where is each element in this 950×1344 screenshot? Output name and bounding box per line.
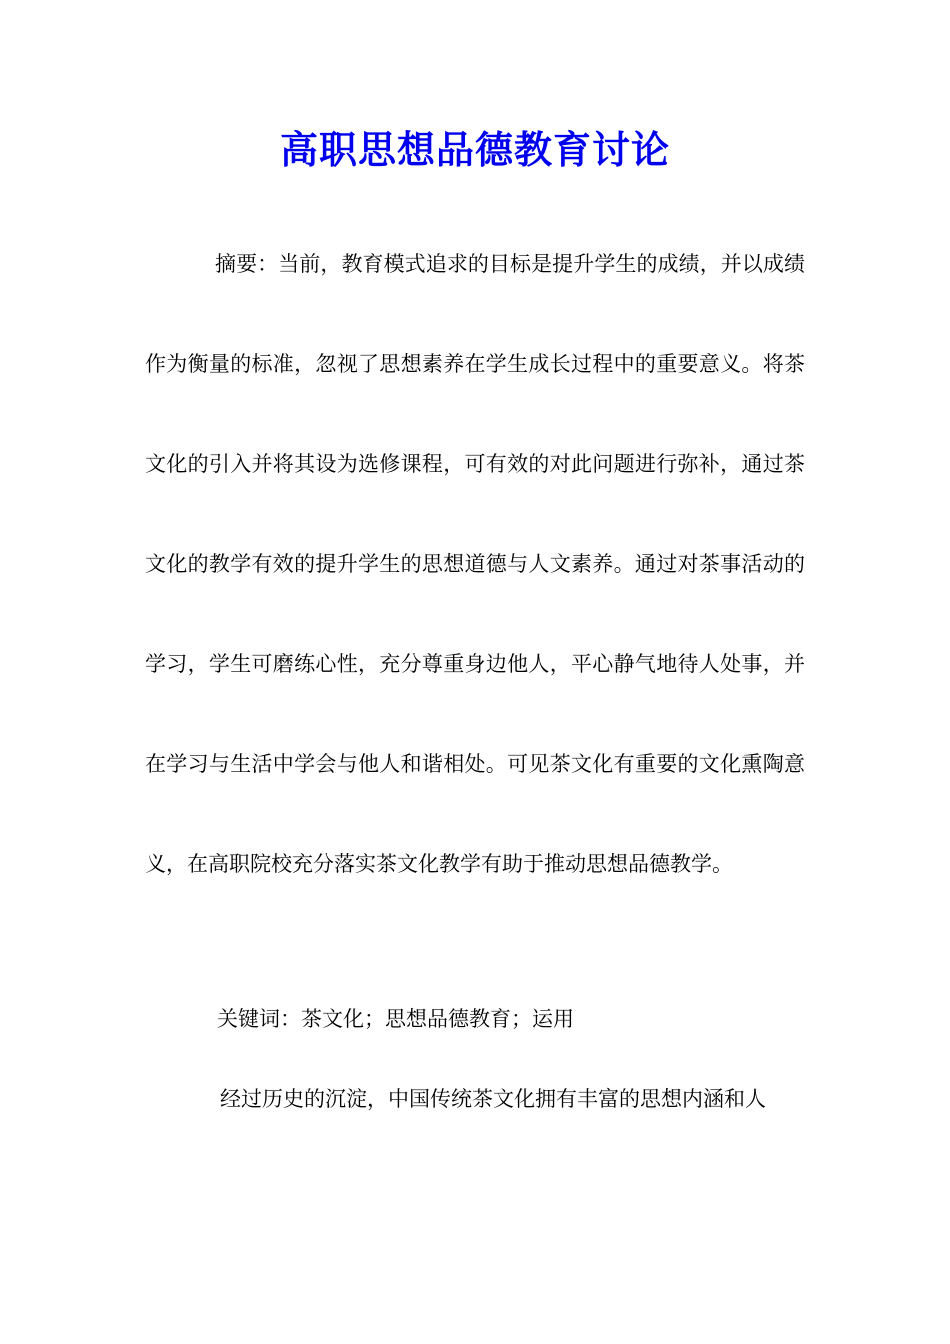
intro-paragraph: 经过历史的沉淀，中国传统茶文化拥有丰富的思想内涵和人 [220, 1087, 766, 1111]
keywords-line: 关键词：茶文化；思想品德教育；运用 [217, 1007, 574, 1031]
document-title: 高职思想品德教育讨论 [279, 127, 670, 172]
abstract-paragraph: 摘要：当前，教育模式追求的目标是提升学生的成绩，并以成绩作为衡量的标准，忽视了思想素养在学生成长过程中的重要意义。将茶文化的引入并将其设为选修课程，可有效的对此问题进行弥补，通过茶文化的教学有效的提升学生的思想道德与人文素养。通过对茶事活动的学习，学生可磨练心性，充分尊重身边他人，平心静气地待人处事，并在学习与生活中学会与他人和谐相处。可见茶文化有重要的文化熏陶意义，在高职院校充分落实茶文化教学有助于推动思想品德教学。 [145, 252, 805, 876]
